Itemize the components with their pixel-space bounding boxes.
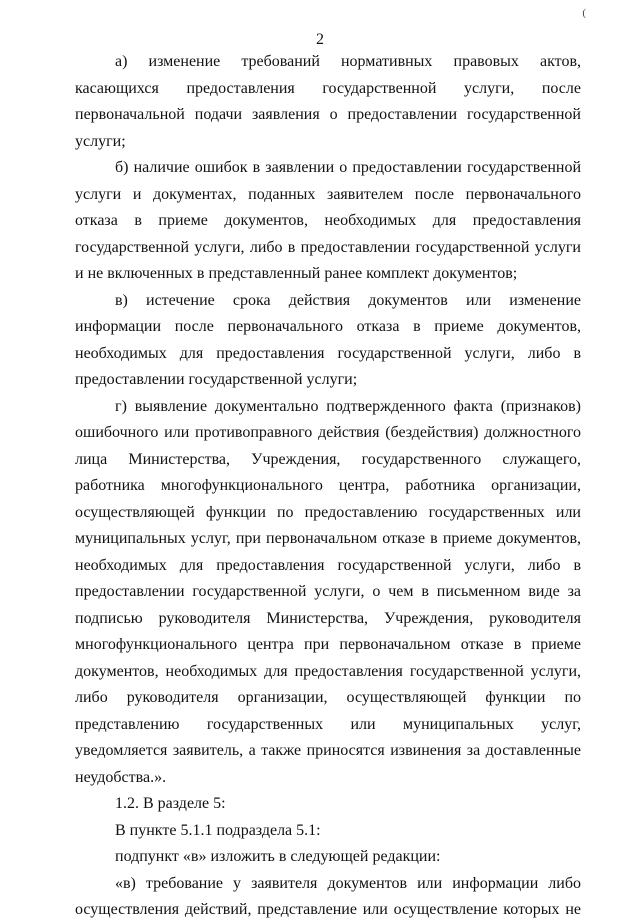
page-number: 2: [316, 31, 324, 48]
corner-mark: (: [582, 7, 586, 19]
clause-line: В пункте 5.1.1 подраздела 5.1:: [115, 821, 321, 839]
document-body: [75, 49, 581, 924]
section-heading: 1.2. В разделе 5:: [115, 795, 226, 812]
paragraph-a: а) изменение требований нормативных правовых актов, касающихся предоставления государственной услуги, после первоначальной подачи заявления о предоставлении государственной услуги;: [75, 53, 581, 150]
subclause-line: подпункт «в» изложить в следующей редакции:: [115, 848, 441, 865]
paragraph-v: в) истечение срока действия документов или изменение информации после первоначального отказа в приеме документов, необходимых для предоставления государственной услуги, либо в предоставлении государственной услуги;: [75, 291, 581, 388]
paragraph-g: г) выявление документально подтвержденного факта (признаков) ошибочного или противоправного действия (бездействия) должностного лица Министерства, Учреждения, государственного служащего, работника многофункционального центра, работника организации, осуществляющей функции по предоставлению государственных или муниципальных услуг, при первоначальном отказе в приеме документов, необходимых для предоставления государственной услуги, либо в предоставлении государственной услуги, о чем в письменном виде за подписью руководителя Министерства, Учреждения, руководителя многофункционального центра при первоначальном отказе в приеме документов, необходимых для предоставления государственной услуги, либо руководителя организации, осуществляющей функции по представлению государственных или муниципальных услуг, уведомляется заявитель, а также приносятся извинения за доставленные неудобства.».: [75, 397, 581, 786]
quoted-paragraph: «в) требование у заявителя документов или информации либо осуществления действий, представление или осуществление которых не: [75, 874, 581, 918]
paragraph-b: б) наличие ошибок в заявлении о предоставлении государственной услуги и документах, поданных заявителем после первоначального отказа в приеме документов, необходимых для предоставления государственной услуги, либо в предоставлении государственной услуги и не включенных в представленный ранее комплект документов;: [75, 159, 581, 282]
